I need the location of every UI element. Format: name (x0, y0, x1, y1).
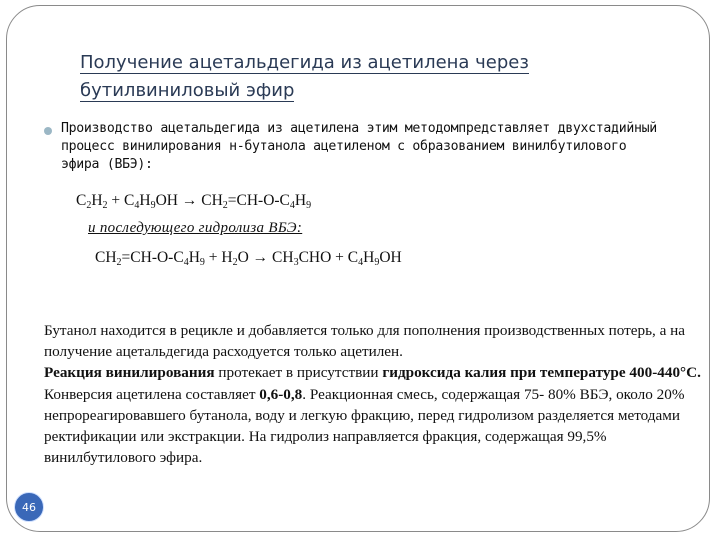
equation-vinylation: $C_2H_2 + C_4H_9OH \to CH_2=CH-O-C_4H_9$ (76, 192, 312, 211)
slide-title (80, 49, 640, 105)
bullet-text: Производство ацетальдегида из ацетилена этим методомпредставляет двухстадийный процесс винилирования н-бутанола ацетиленом с образованием винилбутилового эфира (ВБЭ): (61, 121, 657, 172)
title-line-2: бутилвиниловый эфир (80, 80, 295, 101)
page-number-badge: 46 (14, 492, 44, 522)
hydrolysis-caption: и последующего гидролиза ВБЭ: (88, 220, 303, 236)
title-line-1: Получение ацетальдегида из ацетилена через (80, 52, 529, 73)
equation-hydrolysis: $CH_2=CH-O-C_4H_9 + H_2O \to CH_3CHO + C_4H_9OH$ (95, 249, 402, 268)
bullet-dot-icon (44, 127, 52, 135)
process-description: Бутанол находится в рецикле и добавляется только для пополнения производственных потерь, а на получение ацетальдегида расходуется только ацетилен. Реакция винилирования протекает в присутствии гидроксида калия при температуре 400-440°С. Конверсия ацетилена составляет 0,6-0,8. Реакционная смесь, содержащая 75- 80% ВБЭ, около 20% непрореагировавшего бутанола, воду и легкую фракцию, перед гидролизом разделяется методами ректификации или экстракции. На гидролиз направляется фракция, содержащая 99,5% винилбутилового эфира. (44, 322, 701, 467)
